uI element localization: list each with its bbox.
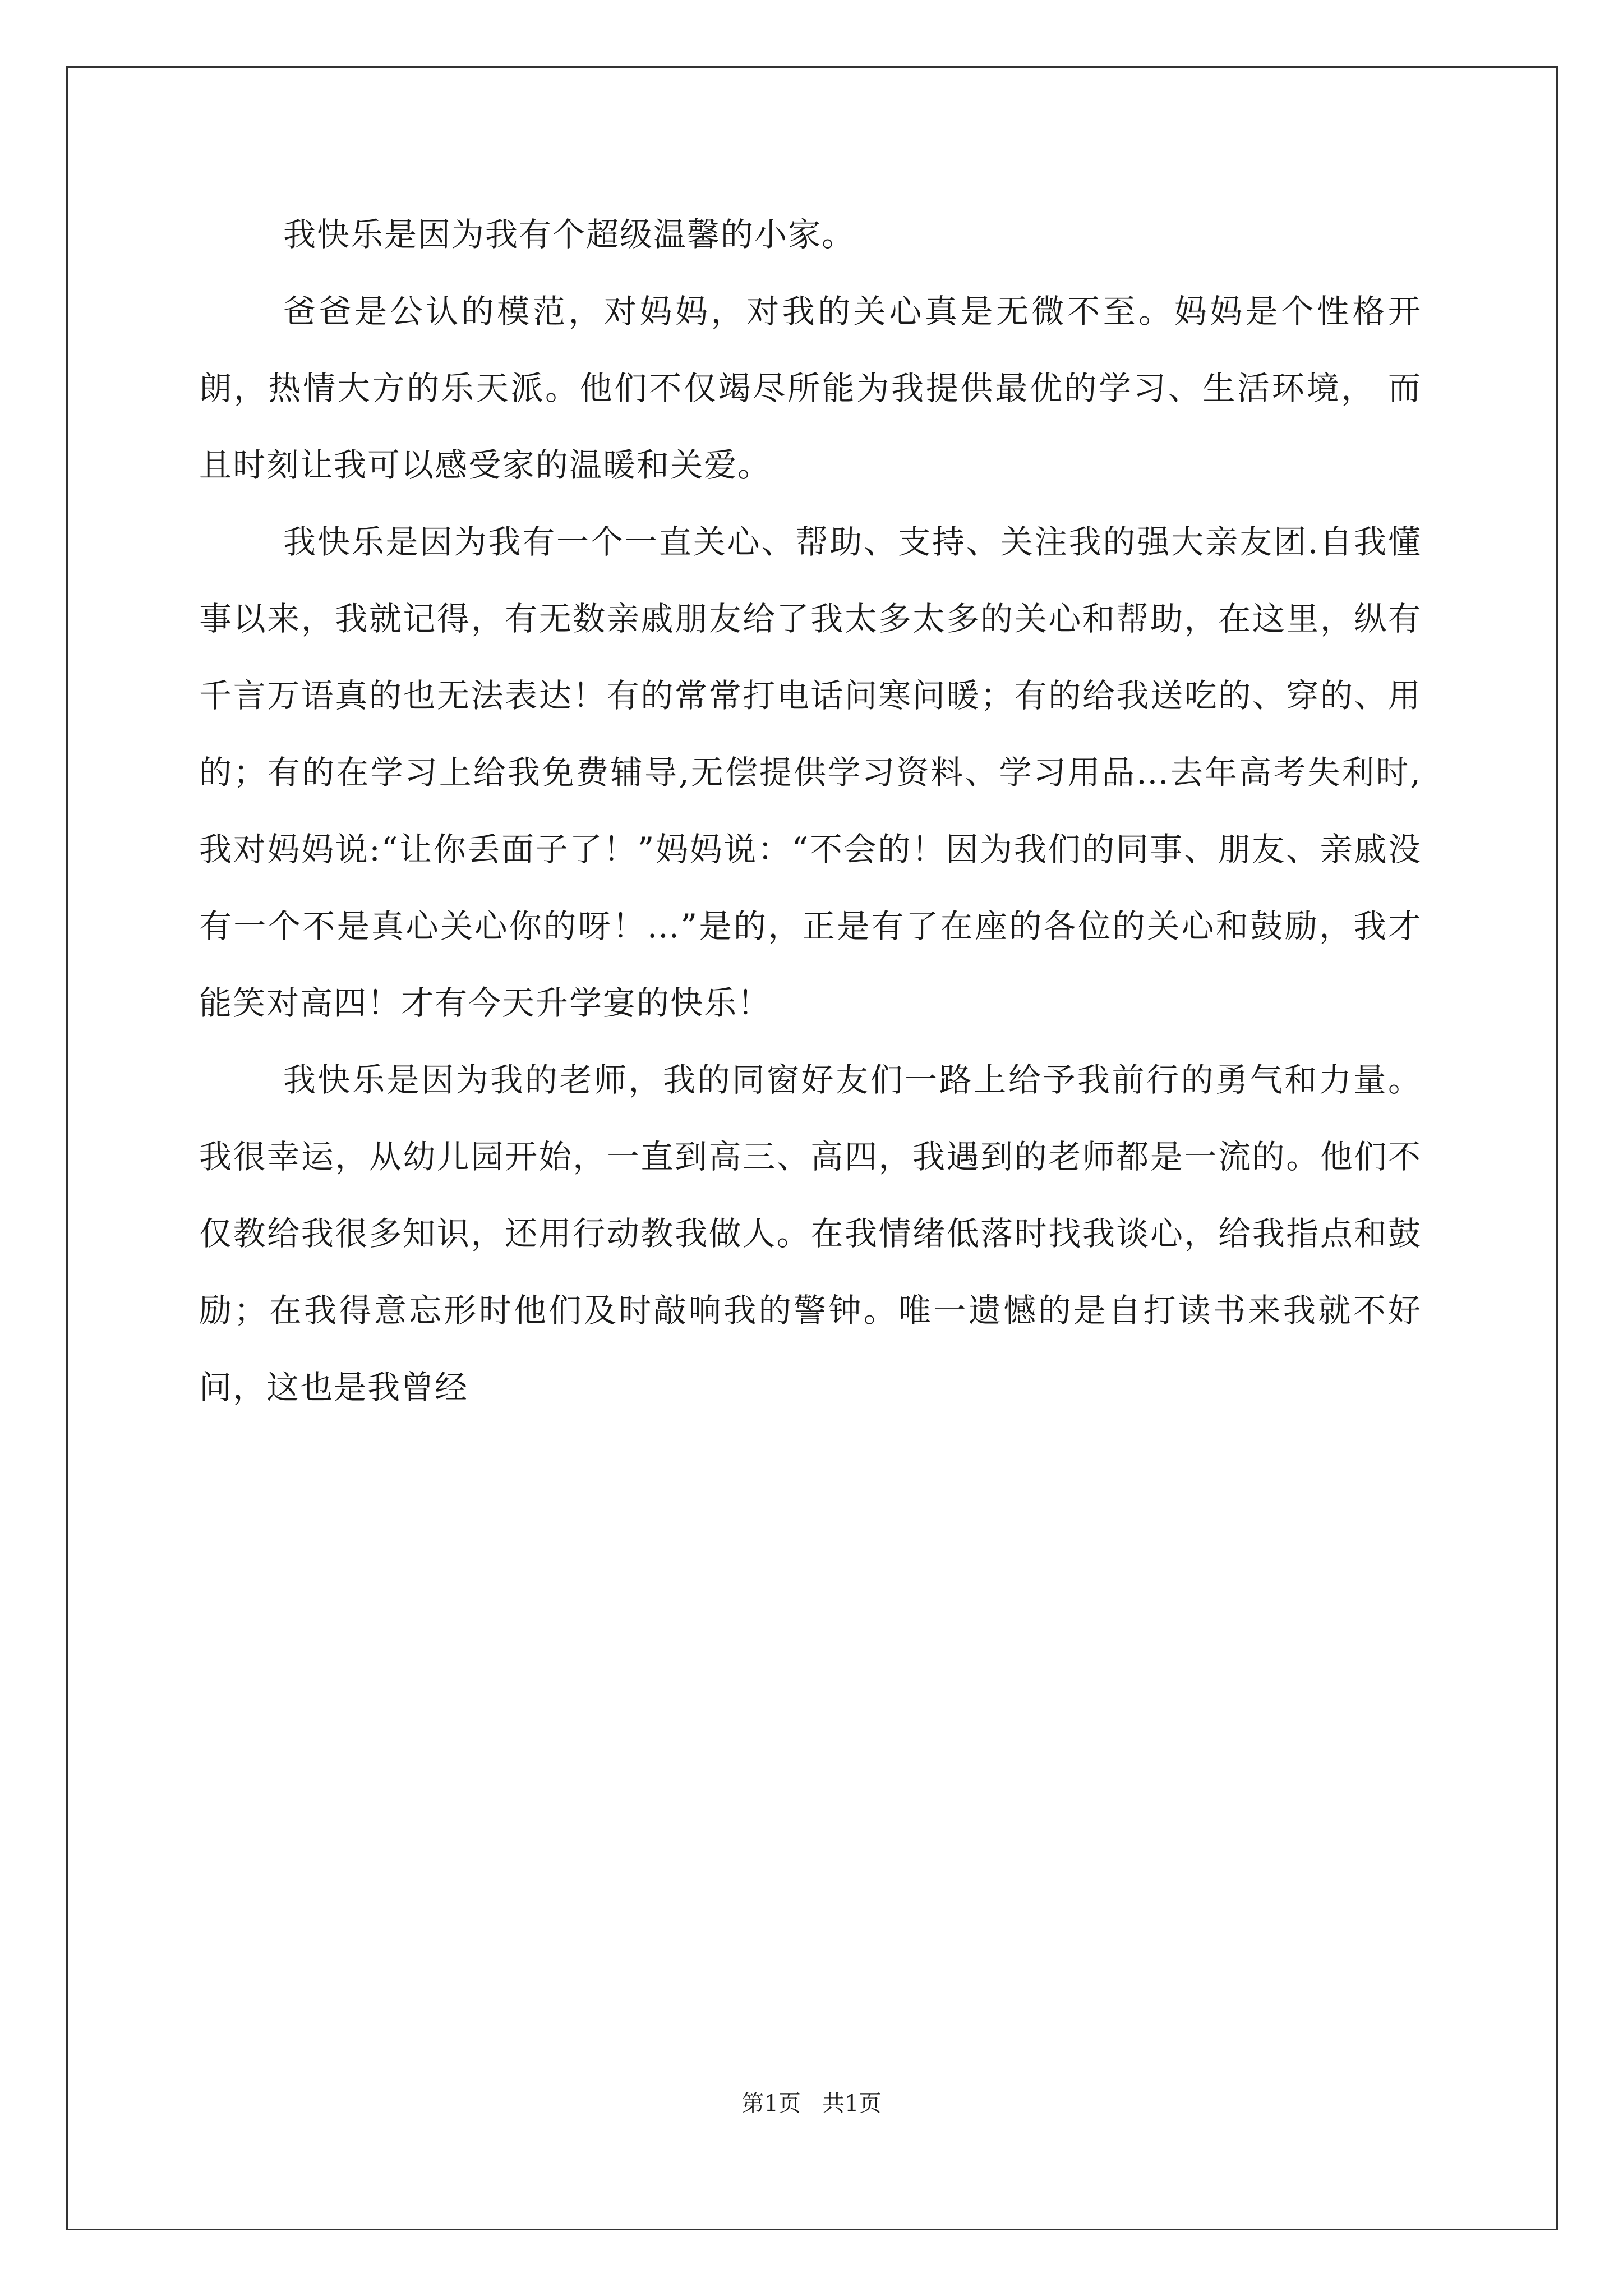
paragraph-4: 我快乐是因为我的老师，我的同窗好友们一路上给予我前行的勇气和力量。我很幸运，从幼儿园开始，一直到高三、高四，我遇到的老师都是一流的。他们不仅教给我很多知识，还用行动教我做人。在我情绪低落时找我谈心，给我指点和鼓励；在我得意忘形时他们及时敲响我的警钟。唯一遗憾的是自打读书来我就不好问，这也是我曾经 [199, 1061, 1422, 1406]
page-number-label: 第1页 共1页 [741, 2091, 882, 2116]
page-footer [0, 2087, 1623, 2120]
paragraph-3: 我快乐是因为我有一个一直关心、帮助、支持、关注我的强大亲友团.自我懂事以来，我就记得，有无数亲戚朋友给了我太多太多的关心和帮助，在这里，纵有千言万语真的也无法表达！有的常常打电话问寒问暖；有的给我送吃的、穿的、用的；有的在学习上给我免费辅导,无偿提供学习资料、学习用品…去年高考失利时,我对妈妈说:“让你丢面子了！”妈妈说：“不会的！因为我们的同事、朋友、亲戚没有一个不是真心关心你的呀！…”是的，正是有了在座的各位的关心和鼓励，我才能笑对高四！才有今天升学宴的快乐！ [199, 523, 1422, 1022]
paragraph-2: 爸爸是公认的模范，对妈妈，对我的关心真是无微不至。妈妈是个性格开朗，热情大方的乐天派。他们不仅竭尽所能为我提供最优的学习、生活环境， 而且时刻让我可以感受家的温暖和关爱。 [199, 292, 1422, 484]
paragraph-1: 我快乐是因为我有个超级温馨的小家。 [283, 215, 856, 254]
document-body [199, 196, 1422, 1426]
